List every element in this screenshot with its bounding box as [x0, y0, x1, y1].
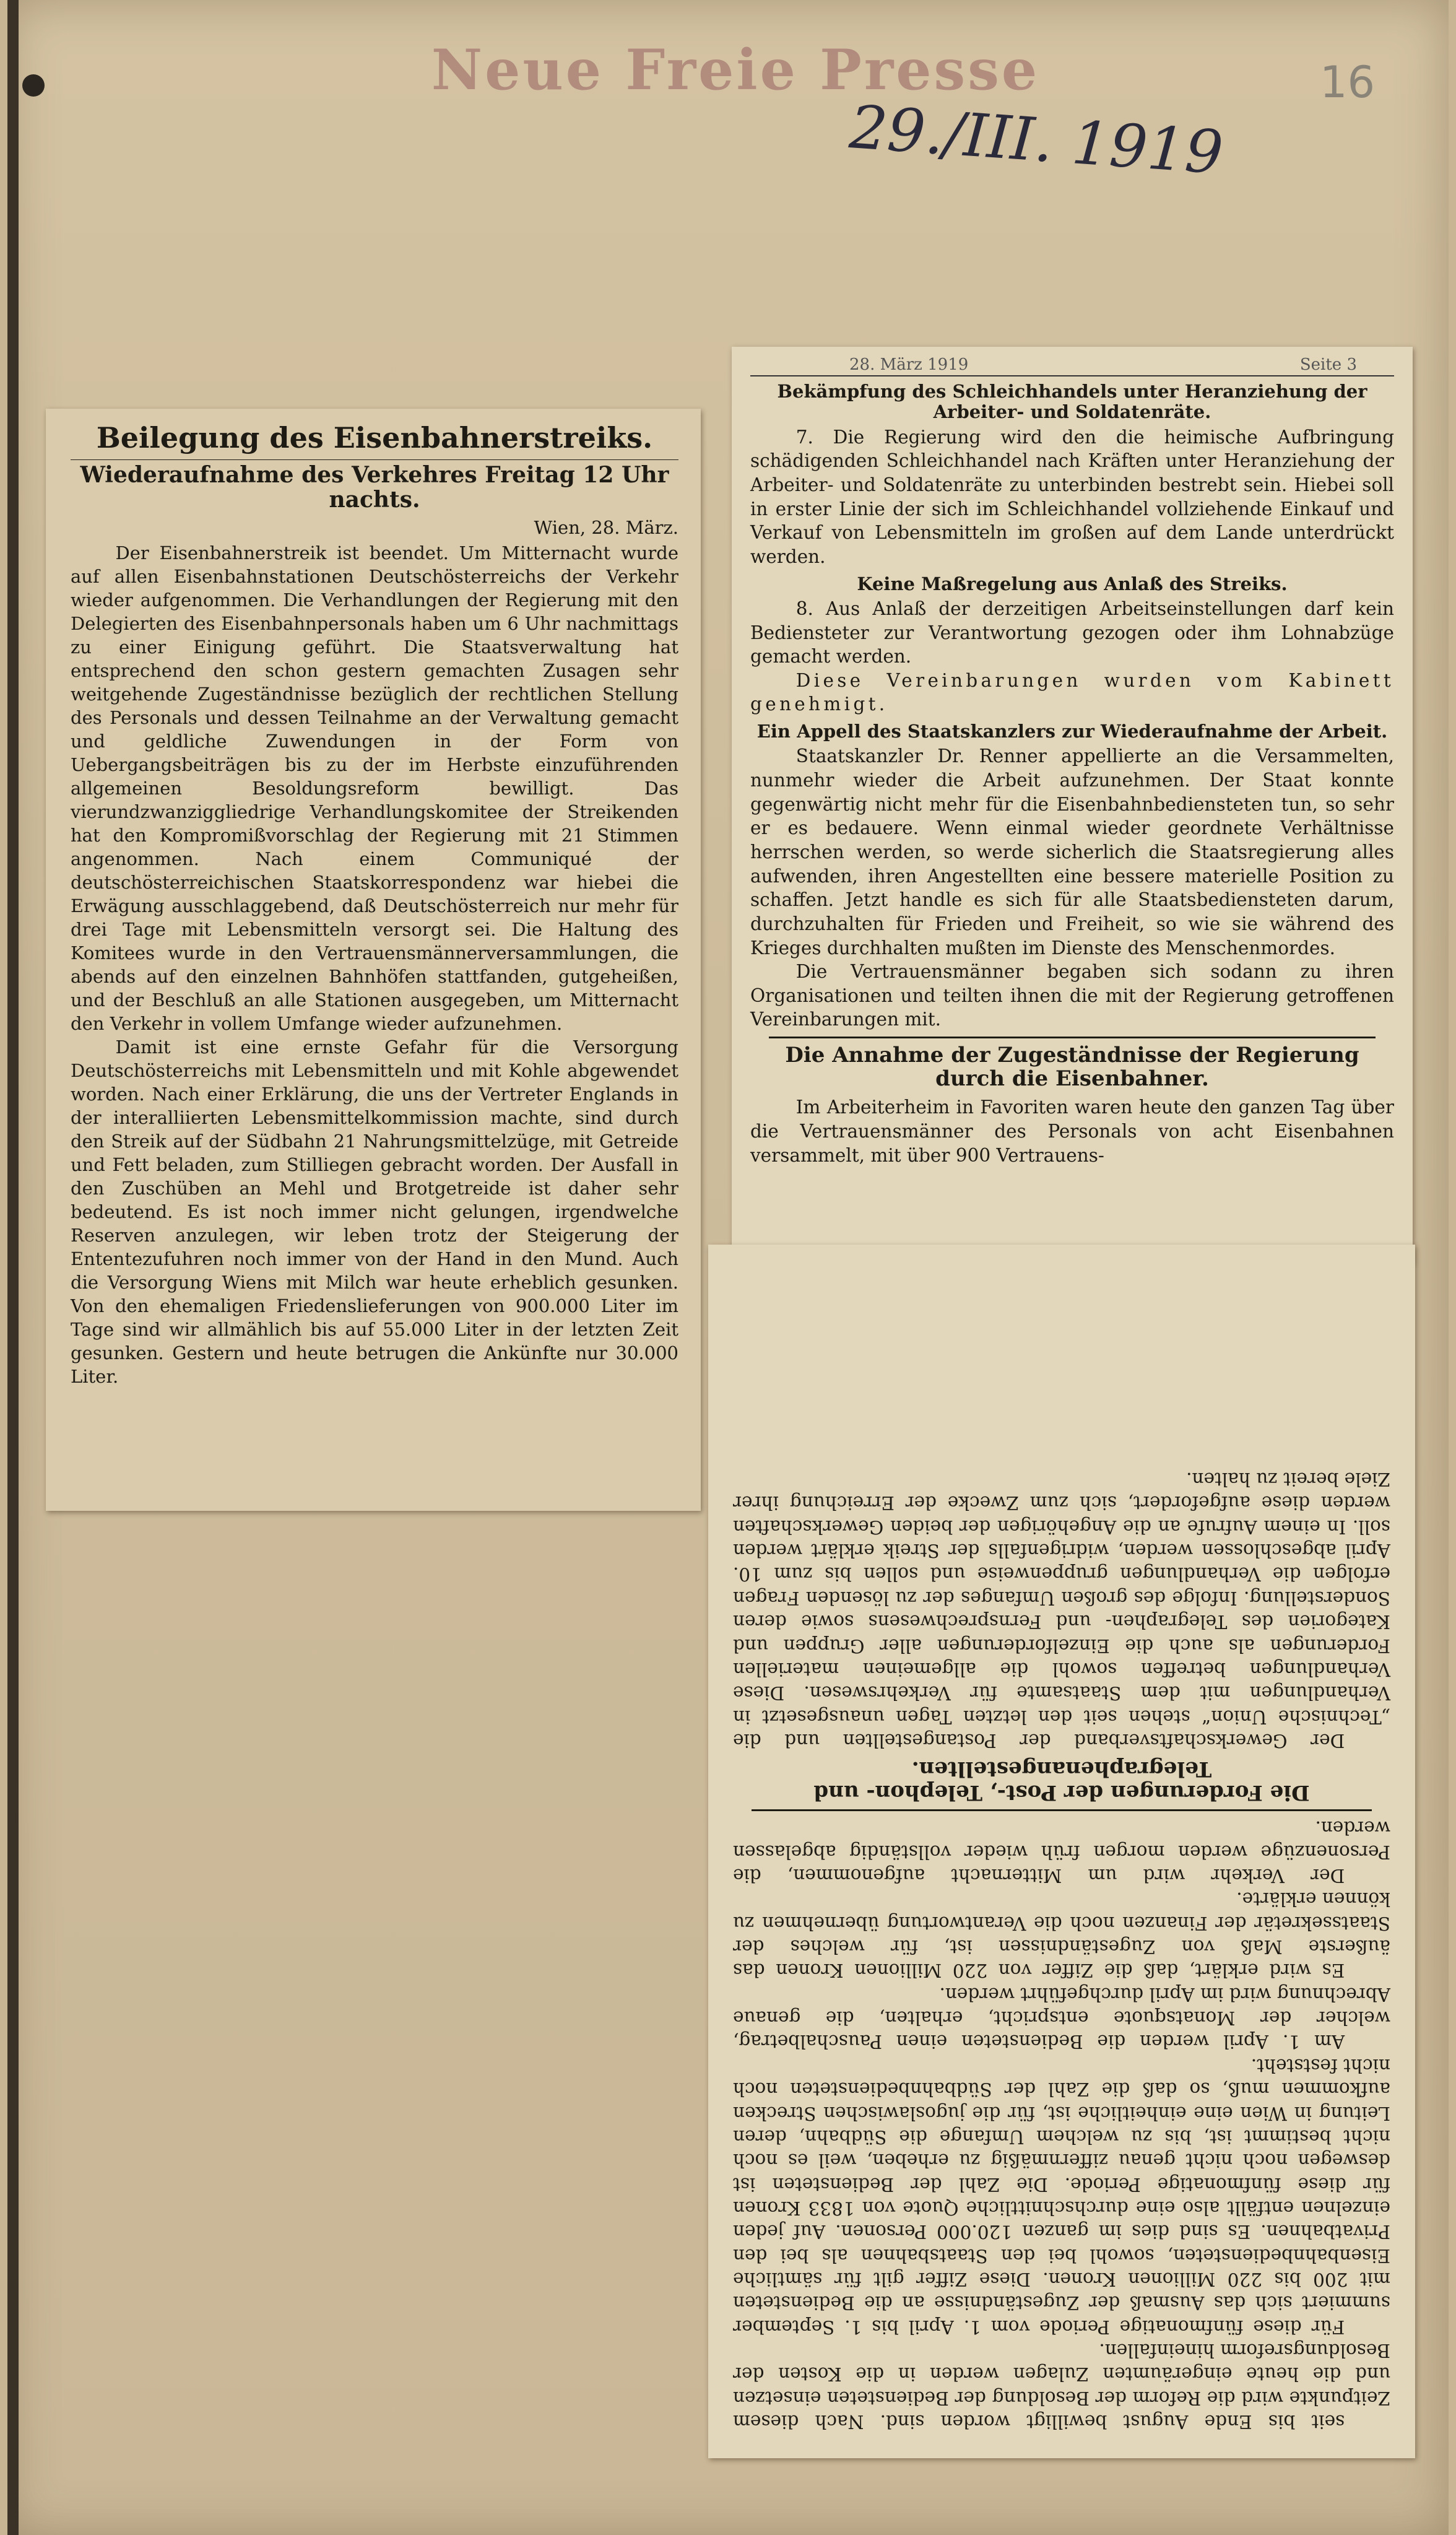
article-paragraph: Die Vertrauensmänner begaben sich sodann zu ihren Organisationen und teilten ihnen die mit der Regierung getroffenen Vereinbarungen mit.	[750, 961, 1394, 1030]
article-headline: Die Forderungen der Post-, Telephon- und Telegraphenangestellten.	[813, 1756, 1310, 1806]
article-paragraph: Der Gewerkschaftsverband der Postangestellten und die „Technische Union“ stehen seit den letzten Tagen unausgesetzt in Verhandlungen mit dem Staatsamte für Verkehrswesen. Diese Verhandlungen betreffen sowohl die allgemeinen materiellen Forderungen als auch die Einzelforderungen aller Gruppen und Kategorien des Telegraphen- und Fernsprechwesens sowie deren Sonderstellung. Infolge des großen Umfanges der zu lösenden Fragen erfolgen die Verhandlungen gruppenweise und sollen bis zum 10. April abgeschlossen werden, widrigenfalls der Streik erklärt werden soll. In einem Aufrufe an die Angehörigen der beiden Gewerkschaften werden diese aufgefordert, sich zum Zwecke der Erreichung ihrer Ziele bereit zu halten.	[733, 1469, 1390, 1751]
folio-number: 16	[1320, 57, 1376, 108]
clipping-right-bottom-inverted	[708, 1245, 1415, 2458]
newspaper-masthead: Neue Freie Presse	[431, 37, 1040, 103]
article-headline: Beilegung des Eisenbahnerstreiks.	[96, 421, 653, 454]
divider	[769, 1037, 1376, 1038]
article-paragraph: Der Eisenbahnerstreik ist beendet. Um Mitternacht wurde auf allen Eisenbahnstationen Deutschösterreichs der Verkehr wieder aufgenommen. Die Verhandlungen der Regierung mit den Delegierten des Eisenbahnpersonals haben um 6 Uhr nachmittags zu einer Einigung geführt. Die Staatsverwaltung hat entsprechend den schon gestern gemachten Zusagen sehr weitgehende Zugeständnisse bezüglich der rechtlichen Stellung des Personals und dessen Teilnahme an der Verwaltung gemacht und geldliche Zuwendungen in der Form von Uebergangsbeiträgen bis zu der im Herbste einzuführenden allgemeinen Besoldungsreform bewilligt. Das vierundzwanziggliedrige Verhandlungskomitee der Streikenden hat den Kompromißvorschlag der Regierung mit 21 Stimmen angenommen. Nach einem Communiqué der deutschösterreichischen Staatskorrespondenz war hiebei die Erwägung ausschlaggebend, daß Deutschösterreich nur mehr für drei Tage mit Lebensmitteln versorgt sei. Die Haltung des Komitees wurde in den Vertrauensmännerversammlungen, die abends auf den einzelnen Bahnhöfen stattfanden, gutgeheißen, und der Beschluß an alle Stationen ausgegeben, um Mitternacht den Verkehr in vollem Umfange wieder aufzunehmen.	[71, 542, 678, 1034]
article-paragraph: Am 1. April werden die Bediensteten einen Pauschalbetrag, welcher der Monatsquote entspricht, erhalten, die genaue Abrechnung wird im April durchgeführt werden.	[733, 1983, 1390, 2053]
section-heading: Keine Maßregelung aus Anlaß des Streiks.	[857, 573, 1288, 594]
article-paragraph: Für diese fünfmonatige Periode vom 1. April bis 1. September summiert sich das Ausmaß der Zugeständnisse an die Bediensteten mit 200 bis 220 Millionen Kronen. Diese Ziffer gilt für sämtliche Eisenbahnbediensteten, sowohl bei den Staatsbahnen als bei den Privatbahnen. Es sind dies im ganzen 120.000 Personen. Auf jeden einzelnen entfällt also eine durchschnittliche Quote von 1833 Kronen für diese fünfmonatige Periode. Die Zahl der Bediensteten ist deswegen noch nicht genau ziffernmäßig zu erheben, weil es noch nicht bestimmt ist, bis zu welchem Umfange die Südbahn, deren Leitung in Wien eine einheitliche ist, für die jugoslawischen Strecken aufkommen muß, so daß die Zahl der Südbahnbediensteten noch nicht feststeht.	[733, 2055, 1390, 2337]
running-head-date: 28. März 1919	[849, 355, 969, 374]
section-heading: Bekämpfung des Schleichhandels unter Heranziehung der Arbeiter- und Soldatenräte.	[777, 381, 1367, 423]
inverted-content	[708, 1245, 1415, 2458]
article-paragraph: Diese Vereinbarungen wurden vom Kabinett genehmigt.	[750, 669, 1394, 715]
article-paragraph: seit bis Ende August bewilligt worden sind. Nach diesem Zeitpunkte wird die Reform der Besoldung der Bediensteten einsetzen und die heute eingeräumten Zulagen werden in die Kosten der Besoldungsreform hineinfallen.	[733, 2339, 1390, 2432]
article-headline: Die Annahme der Zugeständnisse der Regierung durch die Eisenbahner.	[785, 1043, 1359, 1092]
section-heading: Ein Appell des Staatskanzlers zur Wiederaufnahme der Arbeit.	[756, 721, 1388, 742]
article-subheadline: Wiederaufnahme des Verkehres Freitag 12 Uhr nachts.	[80, 461, 669, 513]
article-paragraph: Im Arbeiterheim in Favoriten waren heute den ganzen Tag über die Vertrauensmänner des Personals von acht Eisenbahnen versammelt, mit über 900 Vertrauens-	[750, 1097, 1394, 1166]
divider	[71, 459, 678, 460]
divider	[752, 1809, 1372, 1811]
running-head-page: Seite 3	[1299, 355, 1357, 374]
sheet-edge	[7, 0, 19, 2535]
article-paragraph: Staatskanzler Dr. Renner appellierte an die Versammelten, nunmehr wieder die Arbeit aufzunehmen. Der Staat konnte gegenwärtig nicht mehr für die Eisenbahnbediensteten tun, so sehr er es bedauere. Wenn einmal wieder geordnete Verhältnisse herrschen werden, so werde sicherlich die Staatsregierung alles aufwenden, ihren Angestellten eine bessere materielle Position zu schaffen. Jetzt handle es sich für alle Staatsbediensteten darum, durchzuhalten für Frieden und Freiheit, so wie sie während des Krieges durchhalten mußten im Dienste des Menschenmordes.	[750, 746, 1394, 959]
article-paragraph: Der Verkehr wird um Mitternacht aufgenommen, die Personenzüge werden morgen früh wieder vollständig abgelassen werden.	[733, 1817, 1390, 1887]
running-head	[750, 355, 1394, 376]
article-paragraph: Es wird erklärt, daß die Ziffer von 220 Millionen Kronen das äußerste Maß von Zugeständnissen ist, für welches der Staatssekretär der Finanzen noch die Verantwortung übernehmen zu können erklärte.	[733, 1889, 1390, 1981]
clipping-left	[46, 409, 701, 1511]
handwritten-date: 29./III. 1919	[847, 92, 1226, 188]
clipping-right-top	[732, 347, 1413, 1263]
article-paragraph: 8. Aus Anlaß der derzeitigen Arbeitseinstellungen darf kein Bediensteter zur Verantwortung gezogen oder ihm Lohnabzüge gemacht werden.	[750, 598, 1394, 667]
article-paragraph: 7. Die Regierung wird den die heimische Aufbringung schädigenden Schleichhandel nach Kräften unter Heranziehung der Arbeiter- und Soldatenräte zu unterbinden bestrebt sein. Hiebei soll in erster Linie der sich im Schleichhandel vollziehende Einkauf und Verkauf von Lebensmitteln im großen auf dem Lande unterdrückt werden.	[750, 426, 1394, 567]
article-paragraph: Damit ist eine ernste Gefahr für die Versorgung Deutschösterreichs mit Lebensmitteln und mit Kohle abgewendet worden. Nach einer Erklärung, die uns der Vertreter Englands in der interalliierten Lebensmittelkommission machte, sind durch den Streik auf der Südbahn 21 Nahrungsmittelzüge, mit Getreide und Fett beladen, zum Stilliegen gebracht worden. Der Ausfall in den Zuschüben an Mehl und Brotgetreide ist daher sehr bedeutend. Es ist noch immer nicht gelungen, irgendwelche Reserven anzulegen, wir leben trotz der Steigerung der Ententezufuhren noch immer von der Hand in den Mund. Auch die Versorgung Wiens mit Milch war heute erheblich gesunken. Von den ehemaligen Friedenslieferungen von 900.000 Liter im Tage sind wir allmählich bis auf 55.000 Liter in der letzten Zeit gesunken. Gestern und heute betrugen die Ankünfte nur 30.000 Liter.	[71, 1036, 678, 1387]
dateline: Wien, 28. März.	[534, 517, 678, 539]
paper-sheet	[7, 0, 1449, 2535]
